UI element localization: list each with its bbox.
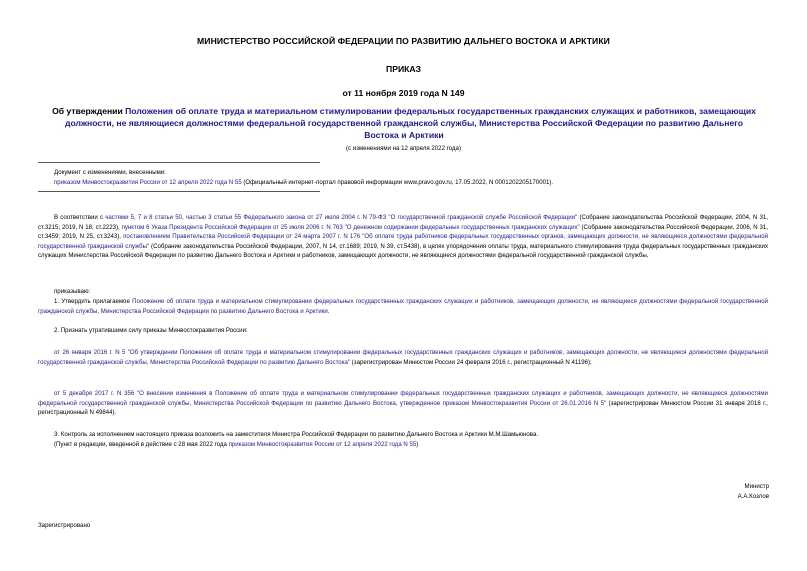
item-3-note-suffix: ) [416,440,419,448]
government-resolution-link[interactable]: постановлением Правительства Российской Федерации от 24 марта 2007 г. N 176 "Об оплате труда работников федеральных государственных органов, замещающих должности, не являющиеся должностями федеральной государственной гражданской службы" [38,233,768,250]
document-title [50,106,758,141]
revision-note: (с изменениями на 12 апреля 2022 года) [346,145,461,152]
bottom-divider [38,191,320,192]
item-1-text: 1. Утвердить прилагаемое [54,298,133,305]
order-2016-registration: (зарегистрирован Минюстом России 24 февраля 2016 г., регистрационный N 41196); [350,358,592,366]
changes-block [54,168,774,187]
registered-label: Зарегистрировано [38,522,91,529]
item-3 [38,430,768,449]
federal-law-link[interactable]: частями 5, 7 и 8 статьи 50, частью 3 статьи 55 Федерального закона от 27 июля 2004 г. N 79-ФЗ "О государственной гражданской службе Российской Федерации" [105,214,578,221]
item-1-end: . [327,307,330,315]
item-2-text: 2. Признать утратившими силу приказы Минвостокразвития России: [54,327,248,334]
order-2017-link[interactable]: от 5 декабря 2017 г. N 356 "О внесении изменения в Положение об оплате труда и материальном стимулировании федеральных государственных гражданских служащих и работников, замещающих должности, не являющиеся должностями федеральной государственной гражданской службы, Министерства Российской Федерации по развитию Дальнего Востока, утвержденное приказом Минвостокразвития России от 26.01.2016 N 5" [38,390,768,407]
orders-text: приказываю: [54,288,91,295]
changes-label: Документ с изменениями, внесенными: [54,169,166,176]
title-regulation-link[interactable]: Положения об оплате труда и материальном стимулировании федеральных государственных гражданских служащих и работников, замещающих должности, не являющиеся должностями федеральной государственной гражданской службы, Министерства Российской Федерации по развитию Дальнего Востока и Арктики [65,106,756,140]
preamble-text-4: (Собрание законодательства Российской Федерации, 2007, N 14, ст.1689; 2019, N 39, ст.5438), в целях упорядочения оплаты труда, материального стимулирования труда федеральных государственных гражданских служащих Министерства Российской Федерации по развитию Дальнего Востока и Арктики и работников, замещающих должности, не являющиеся должностями федеральной государственной гражданской службы, [38,242,768,260]
amending-order-link[interactable]: приказом Минвостокразвития России от 12 апреля 2022 года N 55 [228,440,417,448]
ministry-name: МИНИСТЕРСТВО РОССИЙСКОЙ ФЕДЕРАЦИИ ПО РАЗВИТИЮ ДАЛЬНЕГО ВОСТОКА И АРКТИКИ [197,36,610,46]
changes-line [54,178,774,188]
order-2017-registration: (зарегистрирован Минюстом России 31 января 2018 г., регистрационный N 49844). [38,399,768,417]
regulation-link[interactable]: Положение об оплате труда и материальном стимулировании федеральных государственных гражданских служащих и работников, замещающих должности, не являющиеся должностями федеральной государственной гражданской службы, Министерства Российской Федерации по развитию Дальнего Востока и Арктики [38,298,768,315]
top-divider [38,162,320,163]
order-heading: ПРИКАЗ [386,64,421,74]
repealed-order-1 [38,348,768,367]
changes-source: (Официальный интернет-портал правовой информации www.pravo.gov.ru, 17.05.2022, N 0001202205170001). [241,178,554,186]
item-2 [38,326,768,336]
preamble-text-3: (Собрание законодательства Российской Федерации, 2006, N 31, ст.3459; 2019, N 25, ст.3243), [38,223,768,241]
item-1 [38,297,768,316]
title-prefix: Об утверждении [52,106,126,116]
preamble-text-1: В соответствии с [54,214,106,221]
preamble-paragraph [38,213,768,261]
signer-position: Министр [744,483,769,490]
orders-line [38,287,768,297]
signer-name: А.А.Козлов [737,492,769,500]
preamble-text-2: (Собрание законодательства Российской Федерации, 2004, N 31, ст.3215; 2019, N 18, ст.2223), [38,214,768,231]
item-3-note-prefix: (Пункт в редакции, введенной в действие с 28 мая 2022 года [54,440,229,448]
signature-block [738,482,769,501]
changes-order-link[interactable]: приказом Минвостокразвития России от 12 апреля 2022 года N 55 [54,178,242,186]
repealed-order-2 [38,389,768,418]
order-2016-link[interactable]: от 26 января 2016 г. N 5 "Об утверждении Положения об оплате труда и материальном стимулировании федеральных государственных гражданских служащих и работников, замещающих должности, не являющиеся должностями федеральной государственной гражданской службы, Министерства Российской Федерации по развитию Дальнего Востока" [38,349,768,366]
item-3-text: 3. Контроль за исполнением настоящего приказа возложить на заместителя Министра Российской Федерации по развитию Дальнего Востока и Арктики М.М.Шамьюнова. [54,431,539,438]
presidential-decree-link[interactable]: пунктом 6 Указа Президента Российской Федерации от 25 июля 2006 г. N 763 "О денежном содержании федеральных государственных гражданских служащих" [121,223,580,231]
order-date: от 11 ноября 2019 года N 149 [342,88,465,98]
